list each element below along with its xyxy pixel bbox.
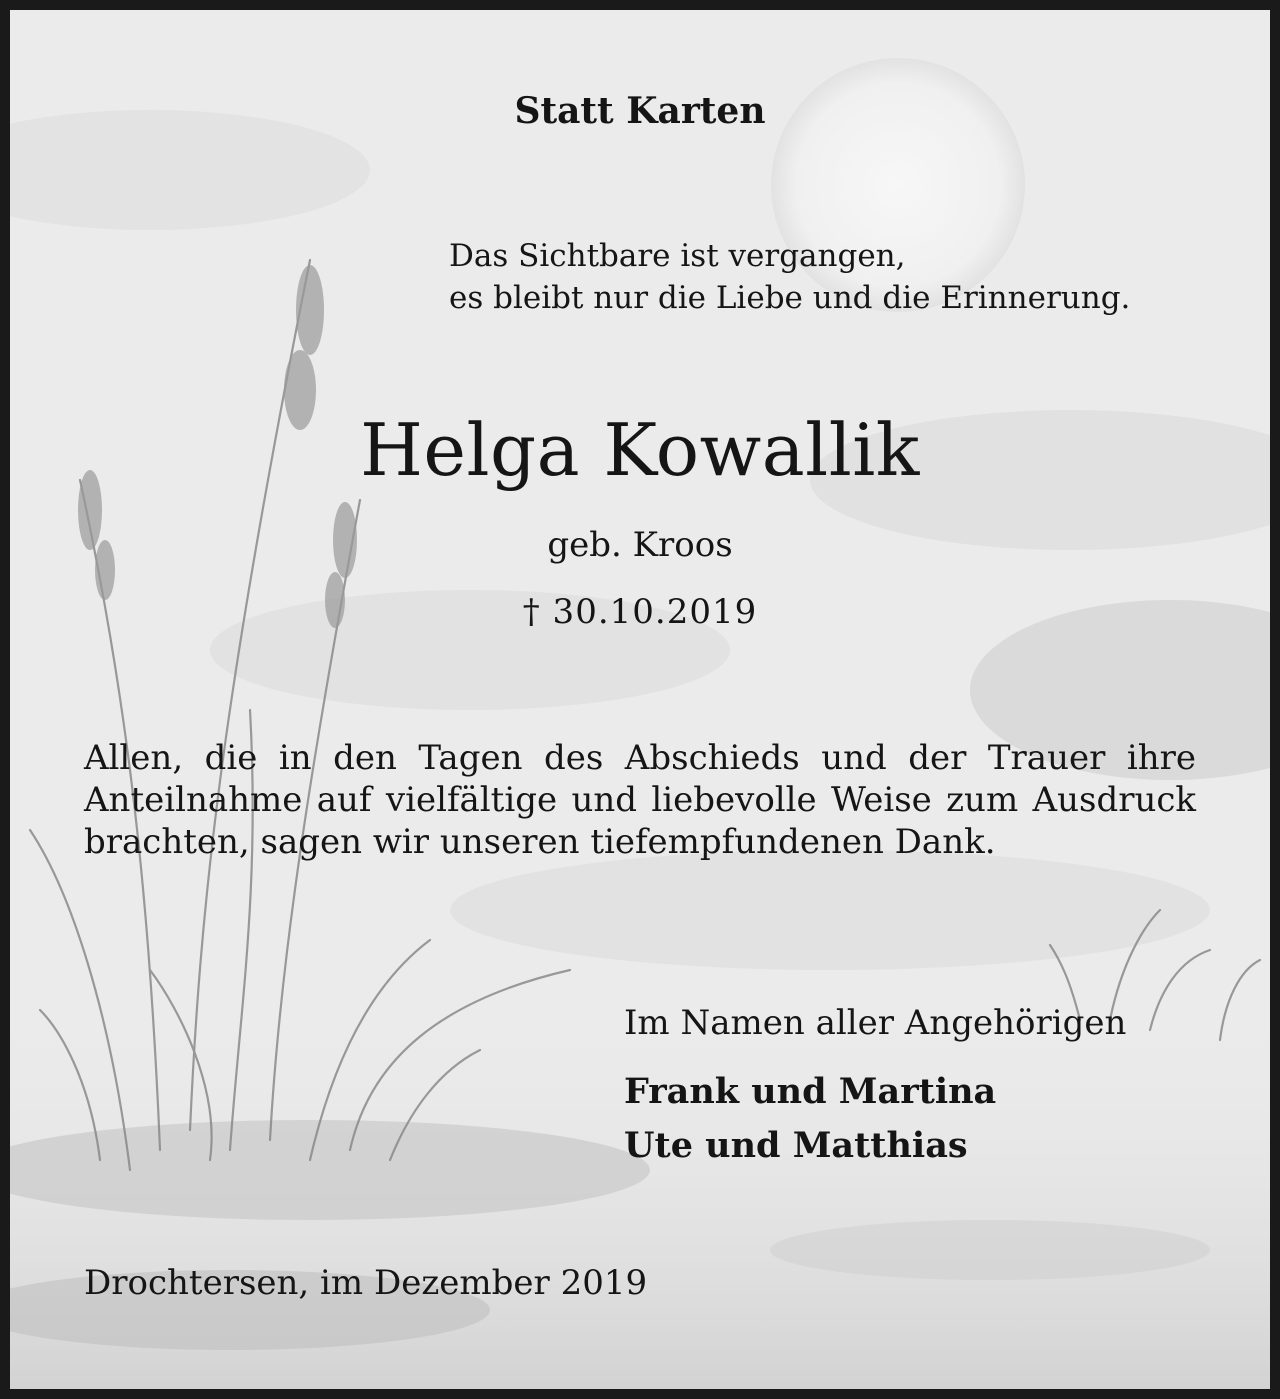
cloud-wash [450,850,1210,970]
signer-2: Ute und Matthias [624,1125,968,1166]
maiden-name: geb. Kroos [547,525,733,565]
signer-1: Frank und Martina [624,1071,997,1112]
on-behalf-line: Im Namen aller Angehörigen [624,1003,1127,1043]
watercolor-grass-background [10,10,1270,1389]
deceased-name: Helga Kowallik [360,408,920,492]
obituary-card [10,10,1270,1389]
header-title: Statt Karten [514,90,766,132]
motto-line-2: es bleibt nur die Liebe und die Erinnerung. [449,280,1131,316]
memorial-motto [449,235,1130,319]
thanks-paragraph: Allen, die in den Tagen des Abschieds und der Trauer ihre Anteilnahme auf vielfältige und liebevolle Weise zum Ausdruck brachten, sagen wir unseren tiefempfundenen Dank. [84,738,1196,862]
place-and-date: Drochtersen, im Dezember 2019 [84,1263,648,1303]
motto-line-1: Das Sichtbare ist vergangen, [449,238,906,274]
death-date: † 30.10.2019 [522,592,758,632]
ground-patch [770,1220,1210,1280]
